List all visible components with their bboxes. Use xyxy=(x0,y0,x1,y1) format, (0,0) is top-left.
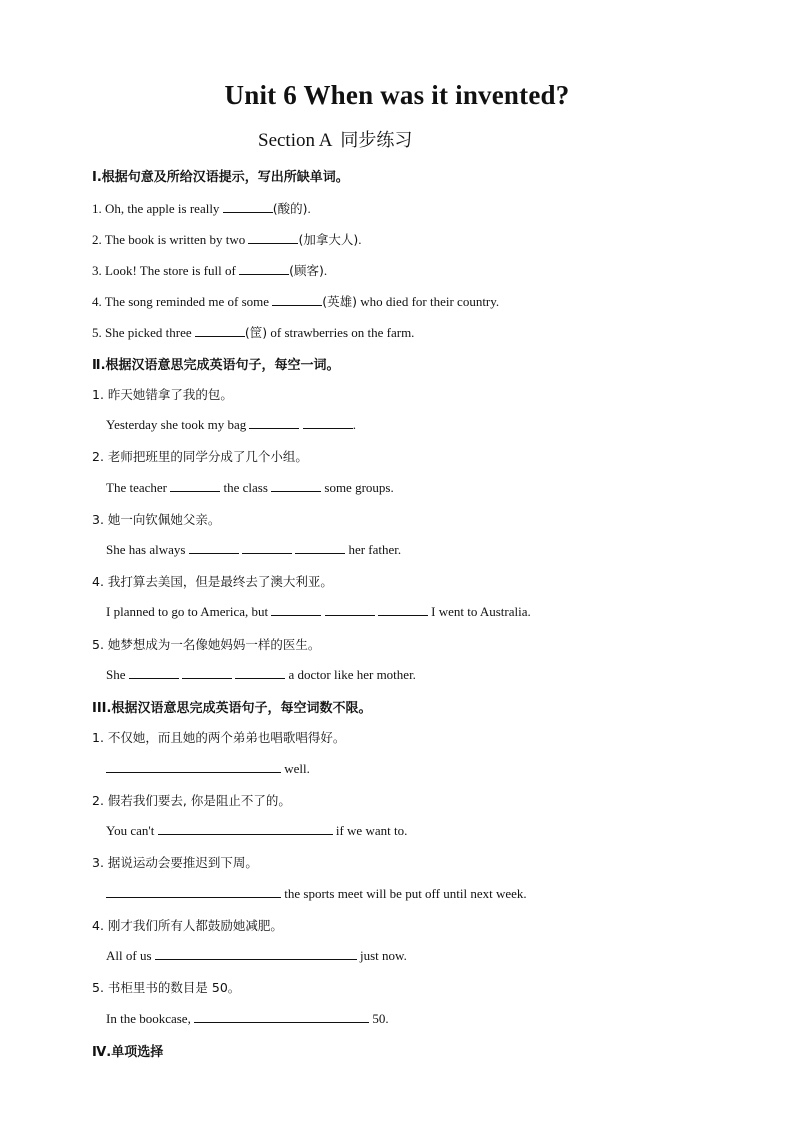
answer-blank[interactable] xyxy=(242,541,292,554)
answer-blank[interactable] xyxy=(182,666,232,679)
part3-item-5-en: In the bookcase, 50. xyxy=(106,1011,389,1026)
answer-blank[interactable] xyxy=(378,603,428,616)
subtitle-cn: 同步练习 xyxy=(340,130,413,151)
answer-blank[interactable] xyxy=(272,293,322,306)
answer-blank[interactable] xyxy=(239,262,289,275)
answer-blank[interactable] xyxy=(248,231,298,244)
part1-heading: Ⅰ.根据句意及所给汉语提示，写出所缺单词。 xyxy=(92,170,349,185)
answer-blank[interactable] xyxy=(155,947,357,960)
part3-item-2-cn: 2. 假若我们要去, 你是阻止不了的。 xyxy=(92,793,291,808)
answer-blank[interactable] xyxy=(189,541,239,554)
answer-blank[interactable] xyxy=(194,1010,369,1023)
answer-blank[interactable] xyxy=(106,760,281,773)
part3-item-4-en: All of us just now. xyxy=(106,948,407,963)
answer-blank[interactable] xyxy=(249,416,299,429)
answer-blank[interactable] xyxy=(170,479,220,492)
part2-item-2-en: The teacher the class some groups. xyxy=(106,480,394,495)
part2-item-3-en: She has always her father. xyxy=(106,542,402,557)
answer-blank[interactable] xyxy=(271,603,321,616)
part2-item-3-cn: 3. 她一向钦佩她父亲。 xyxy=(92,512,221,527)
part2-item-4-en: I planned to go to America, but I went to Australia. xyxy=(106,604,531,619)
part2-item-5-en: She a doctor like her mother. xyxy=(106,667,416,682)
part3-item-1-cn: 1. 不仅她，而且她的两个弟弟也唱歌唱得好。 xyxy=(92,730,346,745)
answer-blank[interactable] xyxy=(271,479,321,492)
answer-blank[interactable] xyxy=(106,885,281,898)
part2-item-4-cn: 4. 我打算去美国，但是最终去了澳大利亚。 xyxy=(92,574,333,589)
part2-item-5-cn: 5. 她梦想成为一名像她妈妈一样的医生。 xyxy=(92,637,321,652)
page-subtitle xyxy=(258,126,412,152)
part1-item-3: 3. Look! The store is full of (顾客). xyxy=(92,263,328,278)
subtitle-section: Section A xyxy=(258,130,333,151)
part1-item-4: 4. The song reminded me of some (英雄) who died for their country. xyxy=(92,294,500,309)
part3-item-1-en: well. xyxy=(106,760,310,777)
part4-heading: Ⅳ.单项选择 xyxy=(92,1045,164,1060)
part2-item-1-cn: 1. 昨天她错拿了我的包。 xyxy=(92,387,233,402)
part2-heading: Ⅱ.根据汉语意思完成英语句子，每空一词。 xyxy=(92,358,340,373)
part1-item-2: 2. The book is written by two (加拿大人). xyxy=(92,232,362,247)
part1-item-5: 5. She picked three (筐) of strawberries on the farm. xyxy=(92,325,415,340)
part3-item-4-cn: 4. 刚才我们所有人都鼓励她减肥。 xyxy=(92,918,283,933)
part3-heading: III.根据汉语意思完成英语句子，每空词数不限。 xyxy=(92,701,372,716)
answer-blank[interactable] xyxy=(235,666,285,679)
answer-blank[interactable] xyxy=(295,541,345,554)
answer-blank[interactable] xyxy=(158,822,333,835)
part2-item-2-cn: 2. 老师把班里的同学分成了几个小组。 xyxy=(92,449,308,464)
page-title: Unit 6 When was it invented? xyxy=(224,80,570,110)
answer-blank[interactable] xyxy=(303,416,353,429)
part3-item-5-cn: 5. 书柜里书的数目是 50。 xyxy=(92,980,241,995)
part1-item-1: 1. Oh, the apple is really (酸的). xyxy=(92,201,311,216)
part3-item-3-cn: 3. 据说运动会要推迟到下周。 xyxy=(92,855,258,870)
part3-item-3-en: the sports meet will be put off until next week. xyxy=(106,885,527,902)
answer-blank[interactable] xyxy=(129,666,179,679)
answer-blank[interactable] xyxy=(195,324,245,337)
answer-blank[interactable] xyxy=(325,603,375,616)
answer-blank[interactable] xyxy=(223,200,273,213)
part2-item-1-en: Yesterday she took my bag . xyxy=(106,417,356,432)
part3-item-2-en: You can't if we want to. xyxy=(106,823,408,838)
